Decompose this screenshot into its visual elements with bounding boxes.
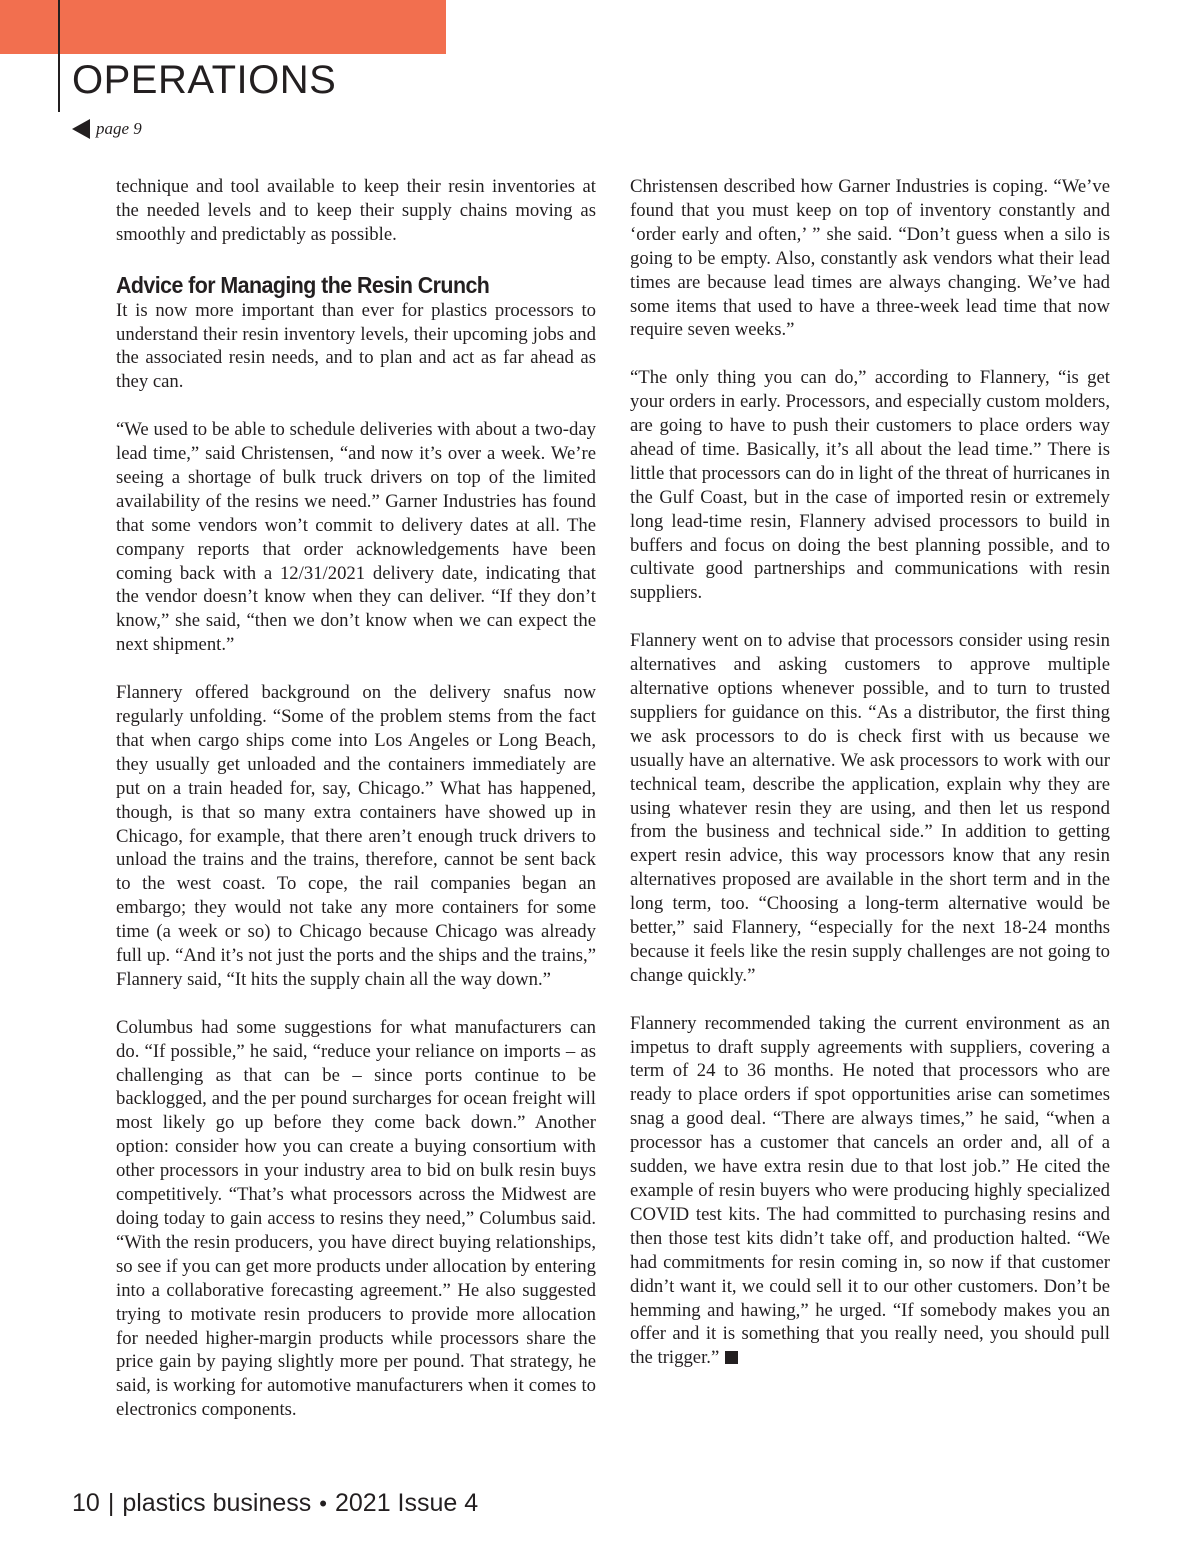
- article-paragraph: Flannery went on to advise that processors consider using resin alternatives and asking customers to approve multiple alternative options whenever possible, and to turn to trusted suppliers for guidance on this. “As a distributor, the first thing we ask processors to do is check first with us because we usually have an alternative. We ask processors to work with our technical team, describe the application, explain why they are using whatever resin they are using, and then let us respond from the business and technical side.” In addition to getting expert resin advice, this way processors know that any resin alternatives proposed are available in the short term and in the long term, too. “Choosing a long-term alternative would be better,” said Flannery, “especially for the next 18-24 months because it feels like the resin supply challenges are not going to change quickly.”: [630, 630, 1110, 986]
- footer-page-number: 10: [72, 1489, 100, 1517]
- footer-issue: 2021 Issue 4: [335, 1489, 479, 1517]
- article-paragraph-text: Flannery recommended taking the current environment as an impetus to draft supply agreements with suppliers, covering a term of 24 to 36 months. He noted that processors who are ready to place orders if spot opportunities arise can sometimes snag a good deal. “There are always times,” he said, “when a processor has a customer that cancels an order and, all of a sudden, we have extra resin due to that lost job.” He cited the example of resin buyers who were producing highly specialized COVID test kits. The had committed to purchasing resins and then those test kits didn’t take off, and production halted. “We had commitments for resin coming in, so now if that customer didn’t want it, we could sell it to our other customers. Don’t be hemming and hawing,” he urged. “If somebody makes you an offer and it is something that you really need, you should pull the trigger.”: [630, 1012, 1110, 1369]
- footer-publication: plastics business: [122, 1489, 312, 1517]
- article-column-left: [116, 175, 596, 1446]
- article-column-right: [630, 175, 1110, 1394]
- footer-bullet: •: [319, 1491, 327, 1516]
- continued-page-ref: page 9: [96, 119, 142, 138]
- article-paragraph: technique and tool available to keep their resin inventories at the needed levels and to keep their supply chains moving as smoothly and predictably as possible.: [116, 176, 596, 245]
- header-accent-bar: [0, 0, 446, 54]
- article-paragraph: “We used to be able to schedule deliveries with about a two-day lead time,” said Christensen, “and now it’s over a week. We’re seeing a shortage of bulk truck drivers on top of the limited availability of the resins we need.” Garner Industries has found that some vendors won’t commit to delivery dates at all. The company reports that order acknowledgements have been coming back with a 12/31/2021 delivery date, indicating that the vendor doesn’t know when they can deliver. “If they don’t know,” she said, “then we don’t know when we can expect the next shipment.”: [116, 419, 596, 656]
- article-paragraph: Columbus had some suggestions for what manufacturers can do. “If possible,” he said, “reduce your reliance on imports – as challenging as that can be – since ports continue to be backlogged, and the per pound surcharges for ocean freight will most likely go up before they come back down.” Another option: consider how you can create a buying consortium with other processors in your industry area to bid on bulk resin buys competitively. “That’s what processors across the Midwest are doing today to gain access to resins they need,” Columbus said. “With the resin producers, you have direct buying relationships, so see if you can get more products under allocation by entering into a collaborative forecasting agreement.” He also suggested trying to motivate resin producers to provide more allocation for needed higher-margin products while processors share the price gain by paying slightly more per pound. That strategy, he said, is working for automotive manufacturers when it comes to electronics components.: [116, 1016, 596, 1421]
- continued-from-link[interactable]: [72, 118, 142, 140]
- article-paragraph: “The only thing you can do,” according to Flannery, “is get your orders in early. Processors, and especially custom molders, are going to have to push their customers to place orders way ahead of time. Basically, it’s all about the lead time.” There is little that processors can do in light of the threat of hurricanes in the Gulf Coast, but in the case of imported resin or extremely long lead-time resin, Flannery advised processors to build in buffers and focus on doing the best planning possible, and to cultivate good partnerships and communications with resin suppliers.: [630, 367, 1110, 604]
- article-subheading: Advice for Managing the Resin Crunch: [116, 271, 490, 298]
- article-final-paragraph: [630, 1012, 1110, 1371]
- left-triangle-arrow-icon: [72, 119, 90, 139]
- page-footer: [72, 1488, 478, 1519]
- article-paragraph: Flannery offered background on the delivery snafus now regularly unfolding. “Some of the problem stems from the fact that when cargo ships come into Los Angeles or Long Beach, they usually get unloaded and the containers immediately are put on a train headed for, say, Chicago.” What has happened, though, is that so many extra containers have showed up in Chicago, for example, that there aren’t enough truck drivers to unload the trains and the trains, therefore, cannot be sent back to the west coast. To cope, the rail companies began an embargo; they would not take any more containers for some time (a week or so) to Chicago because Chicago was already full up. “And it’s not just the ports and the ships and the trains,” Flannery said, “It hits the supply chain all the way down.”: [116, 682, 596, 990]
- article-paragraph: Christensen described how Garner Industries is coping. “We’ve found that you must keep on top of inventory constantly and ‘order early and often,’ ” she said. “Don’t guess when a silo is going to be empty. Also, constantly ask vendors what their lead times are because lead times are always changing. We’ve had some items that used to have a three-week lead time that now require seven weeks.”: [630, 176, 1110, 341]
- footer-separator: |: [107, 1489, 115, 1517]
- article-paragraph: It is now more important than ever for plastics processors to understand their resin inventory levels, their upcoming jobs and the associated resin needs, and to plan and act as far ahead as they can.: [116, 299, 596, 393]
- section-title: OPERATIONS: [72, 58, 337, 102]
- end-of-article-square-icon: [725, 1351, 738, 1364]
- header-vertical-rule: [58, 0, 60, 112]
